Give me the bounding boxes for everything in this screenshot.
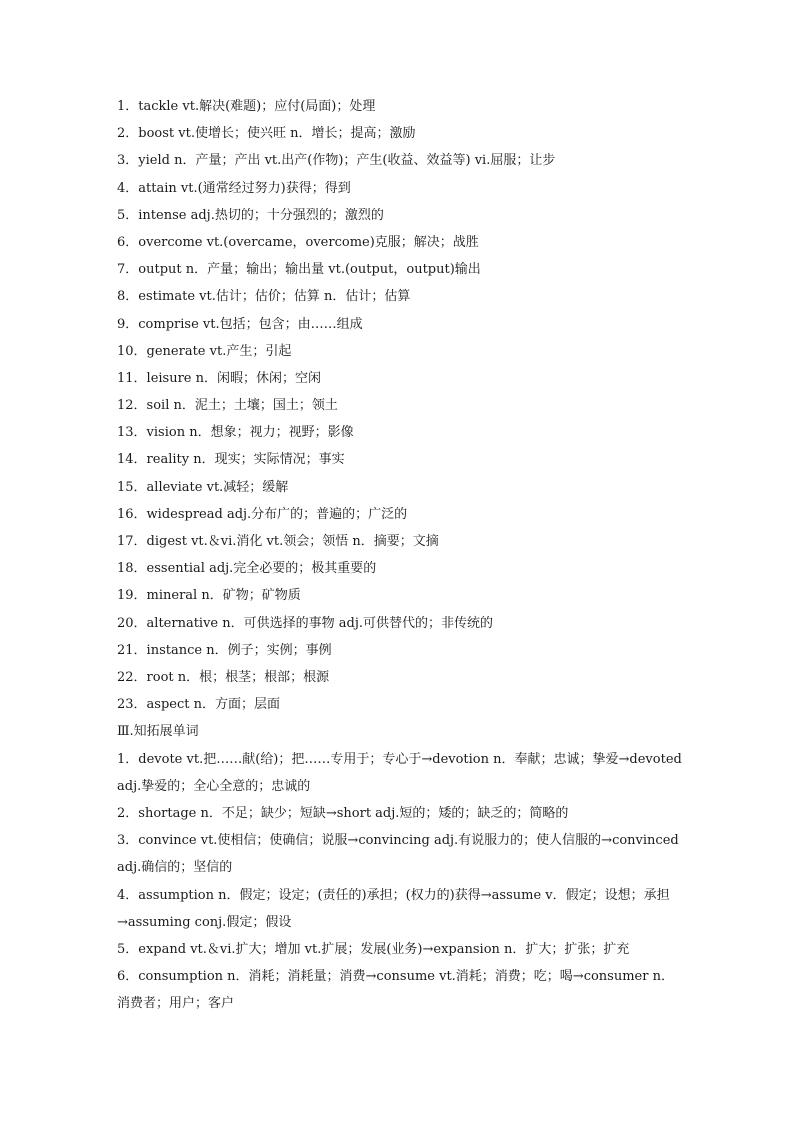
vocab-item-22: 22．root n．根；根茎；根部；根源 bbox=[117, 669, 330, 685]
vocab-item-9: 9．comprise vt.包括；包含；由……组成 bbox=[117, 316, 363, 332]
vocab-list bbox=[117, 93, 684, 718]
vocab-item-16: 16．widespread adj.分布广的；普遍的；广泛的 bbox=[117, 506, 408, 522]
extended-item-2: 2．shortage n．不足；缺少；短缺→short adj.短的；矮的；缺乏的；简略的 bbox=[117, 805, 569, 821]
vocab-item-4: 4．attain vt.(通常经过努力)获得；得到 bbox=[117, 180, 351, 196]
vocab-item-18: 18．essential adj.完全必要的；极其重要的 bbox=[117, 561, 377, 577]
vocab-item-15: 15．alleviate vt.减轻；缓解 bbox=[117, 479, 289, 495]
vocab-item-13: 13．vision n．想象；视力；视野；影像 bbox=[117, 425, 354, 441]
vocab-item-10: 10．generate vt.产生；引起 bbox=[117, 343, 292, 359]
vocab-item-8: 8．estimate vt.估计；估价；估算 n．估计；估算 bbox=[117, 289, 411, 305]
extended-list bbox=[117, 746, 684, 1018]
vocab-item-20: 20．alternative n．可供选择的事物 adj.可供替代的；非传统的 bbox=[117, 615, 493, 631]
section-heading: Ⅲ.知拓展单词 bbox=[117, 724, 199, 740]
extended-item-3: 3．convince vt.使相信；使确信；说服→convincing adj.有说服力的；使人信服的→convinced adj.确信的；坚信的 bbox=[117, 833, 679, 876]
vocab-item-5: 5．intense adj.热切的；十分强烈的；激烈的 bbox=[117, 207, 384, 223]
vocab-item-19: 19．mineral n．矿物；矿物质 bbox=[117, 588, 301, 604]
vocab-item-17: 17．digest vt.＆vi.消化 vt.领会；领悟 n．摘要；文摘 bbox=[117, 534, 439, 549]
vocab-item-1: 1．tackle vt.解决(难题)；应付(局面)；处理 bbox=[117, 99, 376, 114]
extended-item-5: 5．expand vt.＆vi.扩大；增加 vt.扩展；发展(业务)→expansion n．扩大；扩张；扩充 bbox=[117, 941, 630, 957]
vocab-item-3: 3．yield n．产量；产出 vt.出产(作物)；产生(收益、效益等) vi.屈服；让步 bbox=[117, 153, 556, 169]
extended-item-4: 4．assumption n．假定；设定；(责任的)承担；(权力的)获得→assume v．假定；设想；承担→assuming conj.假定；假设 bbox=[117, 887, 670, 930]
vocab-item-6: 6．overcome vt.(overcame，overcome)克服；解决；战胜 bbox=[117, 234, 479, 250]
vocab-item-11: 11．leisure n．闲暇；休闲；空闲 bbox=[117, 370, 322, 386]
vocab-item-7: 7．output n．产量；输出；输出量 vt.(output，output)输出 bbox=[117, 262, 481, 278]
extended-item-1: 1．devote vt.把……献(给)；把……专用于；专心于→devotion n．奉献；忠诚；挚爱→devoted adj.挚爱的；全心全意的；忠诚的 bbox=[117, 751, 682, 794]
vocab-item-14: 14．reality n．现实；实际情况；事实 bbox=[117, 452, 345, 468]
vocab-item-23: 23．aspect n．方面；层面 bbox=[117, 697, 280, 713]
vocab-item-12: 12．soil n．泥土；土壤；国土；领土 bbox=[117, 398, 338, 414]
extended-item-6: 6．consumption n．消耗；消耗量；消费→consume vt.消耗；消费；吃；喝→consumer n．消费者；用户；客户 bbox=[117, 969, 674, 1012]
vocab-item-21: 21．instance n．例子；实例；事例 bbox=[117, 642, 332, 658]
vocab-item-2: 2．boost vt.使增长；使兴旺 n．增长；提高；激励 bbox=[117, 126, 416, 142]
